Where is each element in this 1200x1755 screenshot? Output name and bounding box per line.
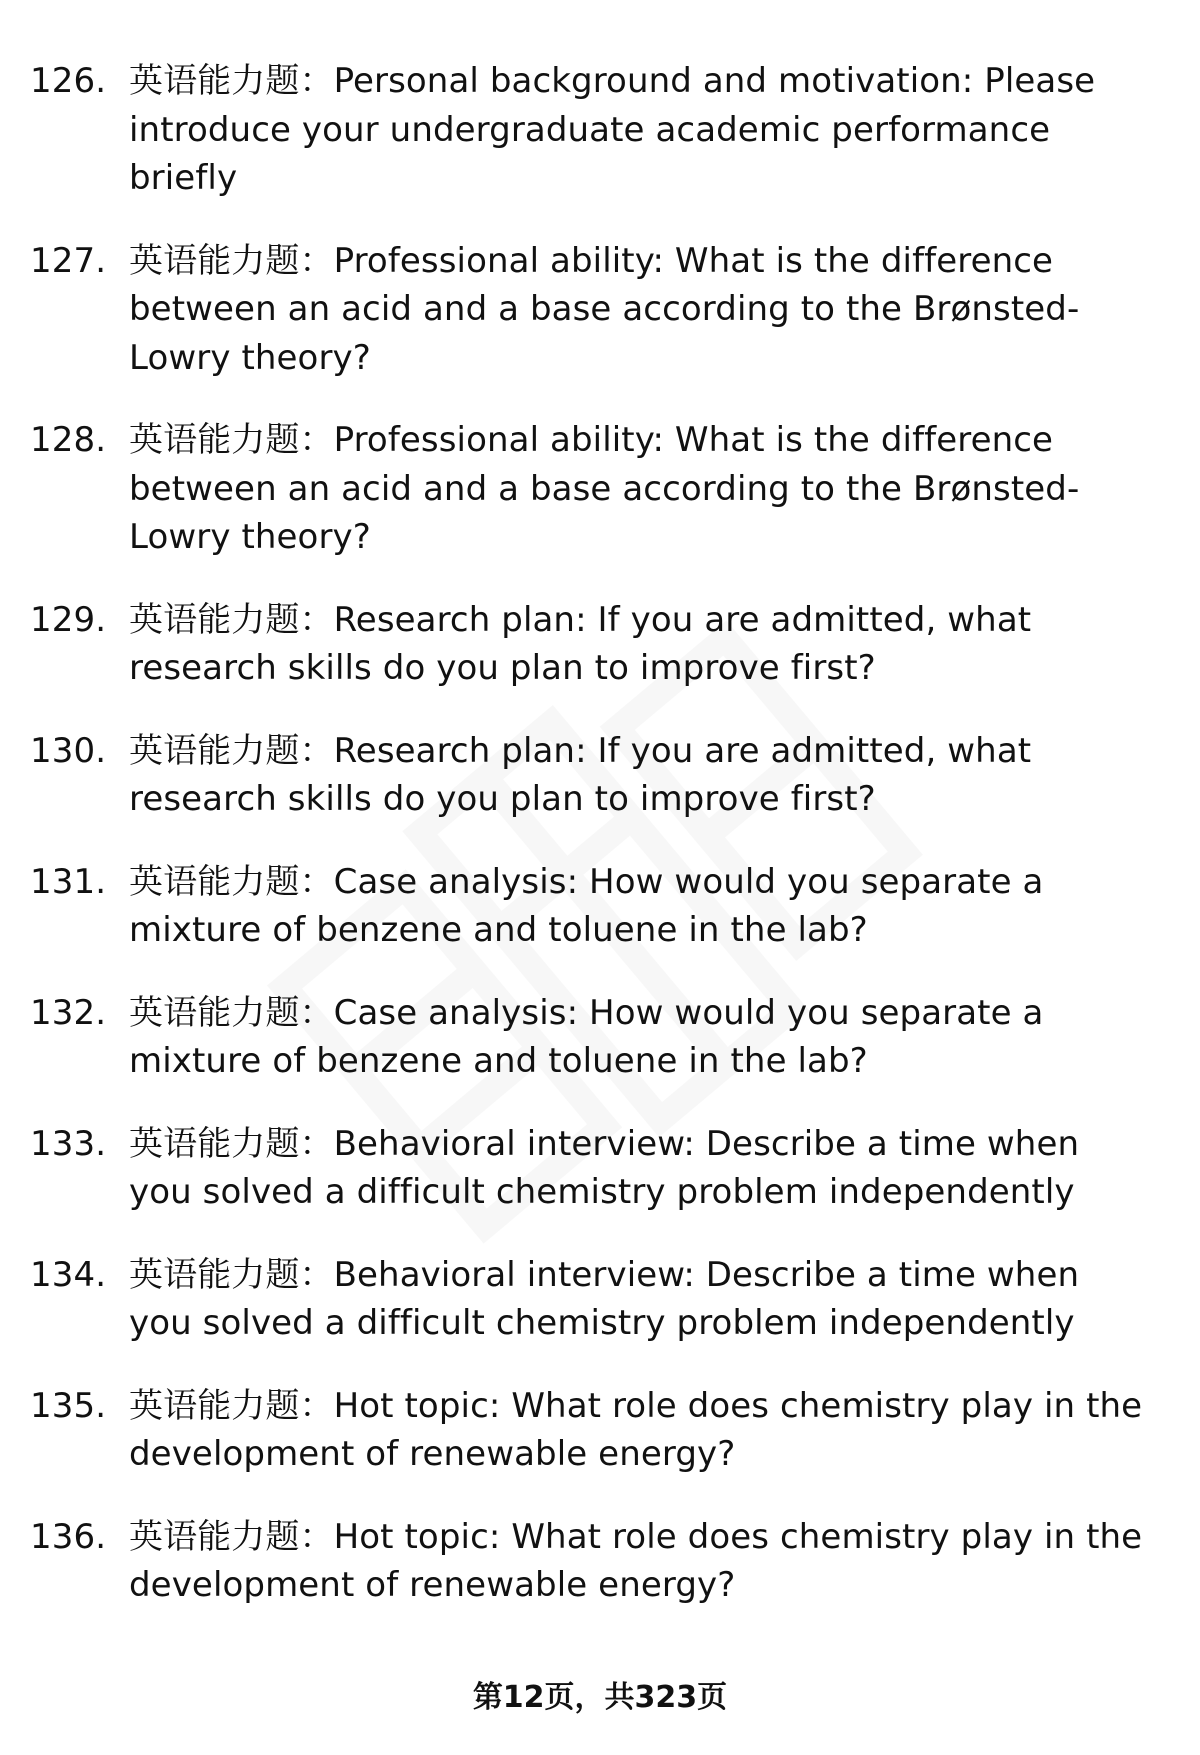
question-item-127	[30, 237, 1170, 383]
question-line: 英语能力题：Personal background and motivation: Please	[129, 61, 1096, 101]
question-line: briefly	[129, 158, 238, 198]
question-number: 135.	[30, 1385, 107, 1426]
question-number: 127.	[30, 240, 107, 281]
question-item-129	[30, 596, 1170, 693]
question-text	[129, 237, 1170, 383]
question-list	[30, 57, 1170, 1644]
question-text	[129, 1513, 1170, 1610]
question-line: 英语能力题：Research plan: If you are admitted, what	[129, 599, 1032, 640]
question-line: 英语能力题：Research plan: If you are admitted, what	[129, 730, 1032, 771]
question-line: development of renewable energy?	[129, 1434, 736, 1474]
question-number: 129.	[30, 599, 107, 640]
question-item-132	[30, 989, 1170, 1086]
question-text	[129, 57, 1170, 203]
question-item-130	[30, 727, 1170, 824]
question-text	[129, 1251, 1170, 1348]
question-item-133	[30, 1120, 1170, 1217]
question-number: 132.	[30, 992, 107, 1033]
question-number: 130.	[30, 730, 107, 771]
question-number: 136.	[30, 1516, 107, 1557]
question-number: 133.	[30, 1123, 107, 1164]
question-number: 134.	[30, 1254, 107, 1295]
question-line: 英语能力题：Professional ability: What is the difference	[129, 420, 1054, 460]
question-text	[129, 989, 1170, 1086]
question-text	[129, 1120, 1170, 1217]
question-line: 英语能力题：Hot topic: What role does chemistry play in the	[129, 1385, 1143, 1426]
question-number: 131.	[30, 861, 107, 902]
page-number-footer: 第12页，共323页	[472, 1680, 728, 1715]
question-number: 126.	[30, 61, 107, 101]
question-text	[129, 596, 1170, 693]
question-text	[129, 858, 1170, 955]
question-text	[129, 1382, 1170, 1479]
question-item-136	[30, 1513, 1170, 1610]
question-line: 英语能力题：Case analysis: How would you separate a	[129, 992, 1044, 1033]
question-text	[129, 727, 1170, 824]
question-line: introduce your undergraduate academic performance	[129, 109, 1051, 150]
question-text	[129, 416, 1170, 562]
question-line: 英语能力题：Hot topic: What role does chemistry play in the	[129, 1516, 1143, 1557]
question-line: research skills do you plan to improve first?	[129, 779, 876, 819]
question-item-134	[30, 1251, 1170, 1348]
question-item-135	[30, 1382, 1170, 1479]
question-line: between an acid and a base according to the Brønsted-	[129, 289, 1080, 329]
question-line: development of renewable energy?	[129, 1565, 736, 1605]
question-line: mixture of benzene and toluene in the lab?	[129, 910, 868, 950]
question-line: you solved a difficult chemistry problem independently	[129, 1172, 1075, 1212]
question-line: mixture of benzene and toluene in the lab?	[129, 1041, 868, 1081]
question-line: Lowry theory?	[129, 337, 371, 378]
question-line: 英语能力题：Professional ability: What is the difference	[129, 240, 1054, 281]
question-line: Lowry theory?	[129, 517, 371, 557]
question-line: 英语能力题：Case analysis: How would you separate a	[129, 861, 1044, 902]
question-line: you solved a difficult chemistry problem independently	[129, 1303, 1075, 1343]
question-line: research skills do you plan to improve first?	[129, 648, 876, 688]
question-item-131	[30, 858, 1170, 955]
question-item-126	[30, 57, 1170, 203]
question-number: 128.	[30, 420, 107, 460]
question-line: 英语能力题：Behavioral interview: Describe a time when	[129, 1254, 1080, 1295]
question-line: 英语能力题：Behavioral interview: Describe a time when	[129, 1123, 1080, 1164]
question-line: between an acid and a base according to the Brønsted-	[129, 468, 1080, 509]
question-item-128	[30, 416, 1170, 562]
